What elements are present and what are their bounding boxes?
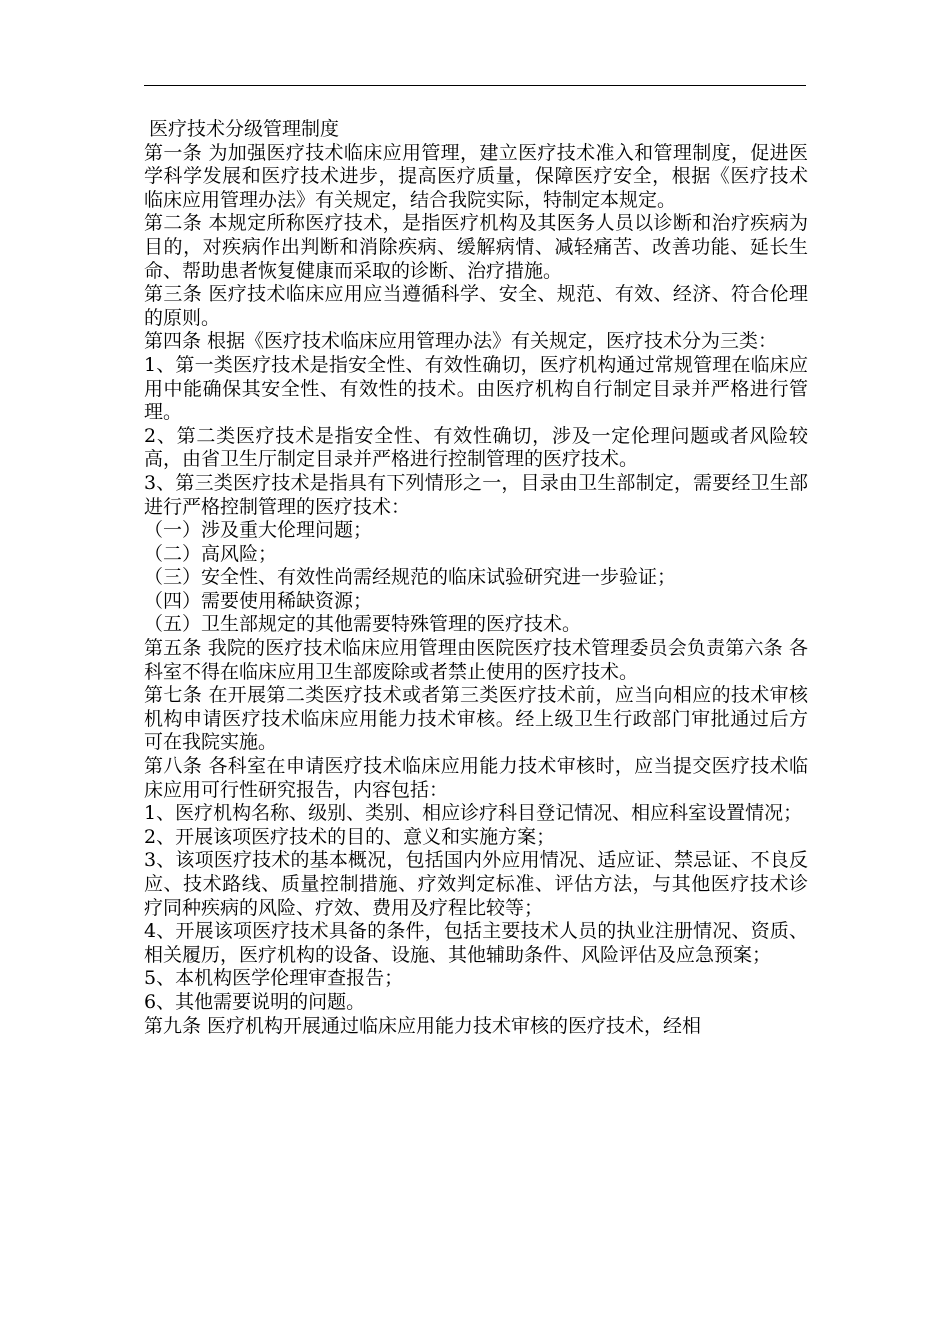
category-1: 1、第一类医疗技术是指安全性、有效性确切，医疗机构通过常规管理在临床应用中能确保其安全性、有效性的技术。由医疗机构自行制定目录并严格进行管理。: [144, 353, 808, 424]
category-3: 3、第三类医疗技术是指具有下列情形之一，目录由卫生部制定，需要经卫生部进行严格控制管理的医疗技术：: [144, 471, 808, 518]
condition-3: （三）安全性、有效性尚需经规范的临床试验研究进一步验证；: [144, 566, 677, 589]
article-7: 第七条 在开展第二类医疗技术或者第三类医疗技术前，应当向相应的技术审核机构申请医疗技术临床应用能力技术审核。经上级卫生行政部门审批通过后方可在我院实施。: [144, 684, 808, 754]
document-title: 医疗技术分级管理制度: [149, 118, 340, 140]
report-item-3: 3、该项医疗技术的基本概况，包括国内外应用情况、适应证、禁忌证、不良反应、技术路线、质量控制措施、疗效判定标准、评估方法，与其他医疗技术诊疗同种疾病的风险、疗效、费用及疗程比较等；: [144, 849, 808, 919]
condition-4: （四）需要使用稀缺资源；: [144, 589, 373, 612]
article-4: 第四条 根据《医疗技术临床应用管理办法》有关规定，医疗技术分为三类：: [144, 330, 778, 353]
condition-2: （二）高风险；: [144, 542, 278, 565]
document-body: [144, 118, 808, 1038]
report-item-2: 2、开展该项医疗技术的目的、意义和实施方案；: [144, 825, 556, 848]
article-9: 第九条 医疗机构开展通过临床应用能力技术审核的医疗技术，经相: [144, 1014, 702, 1037]
article-3: 第三条 医疗技术临床应用应当遵循科学、安全、规范、有效、经济、符合伦理的原则。: [144, 283, 808, 329]
condition-5: （五）卫生部规定的其他需要特殊管理的医疗技术。: [144, 613, 582, 636]
report-item-5: 5、本机构医学伦理审查报告；: [144, 967, 404, 990]
article-8: 第八条 各科室在申请医疗技术临床应用能力技术审核时，应当提交医疗技术临床应用可行性研究报告，内容包括：: [144, 755, 808, 801]
article-2: 第二条 本规定所称医疗技术，是指医疗机构及其医务人员以诊断和治疗疾病为目的，对疾病作出判断和消除疾病、缓解病情、减轻痛苦、改善功能、延长生命、帮助患者恢复健康而采取的诊断、治疗措施。: [144, 212, 808, 282]
report-item-4: 4、开展该项医疗技术具备的条件，包括主要技术人员的执业注册情况、资质、相关履历，医疗机构的设备、设施、其他辅助条件、风险评估及应急预案；: [144, 920, 808, 966]
article-5-6: 第五条 我院的医疗技术临床应用管理由医院医疗技术管理委员会负责第六条 各科室不得在临床应用卫生部废除或者禁止使用的医疗技术。: [144, 637, 808, 683]
category-2: 2、第二类医疗技术是指安全性、有效性确切，涉及一定伦理问题或者风险较高，由省卫生厅制定目录并严格进行控制管理的医疗技术。: [144, 424, 808, 471]
header-rule: [144, 85, 806, 86]
report-item-6: 6、其他需要说明的问题。: [144, 990, 366, 1013]
report-item-1: 1、医疗机构名称、级别、类别、相应诊疗科目登记情况、相应科室设置情况；: [144, 802, 803, 825]
condition-1: （一）涉及重大伦理问题；: [144, 519, 373, 542]
article-1: 第一条 为加强医疗技术临床应用管理，建立医疗技术准入和管理制度，促进医学科学发展和医疗技术进步，提高医疗质量，保障医疗安全，根据《医疗技术临床应用管理办法》有关规定，结合我院实际，特制定本规定。: [144, 141, 808, 211]
